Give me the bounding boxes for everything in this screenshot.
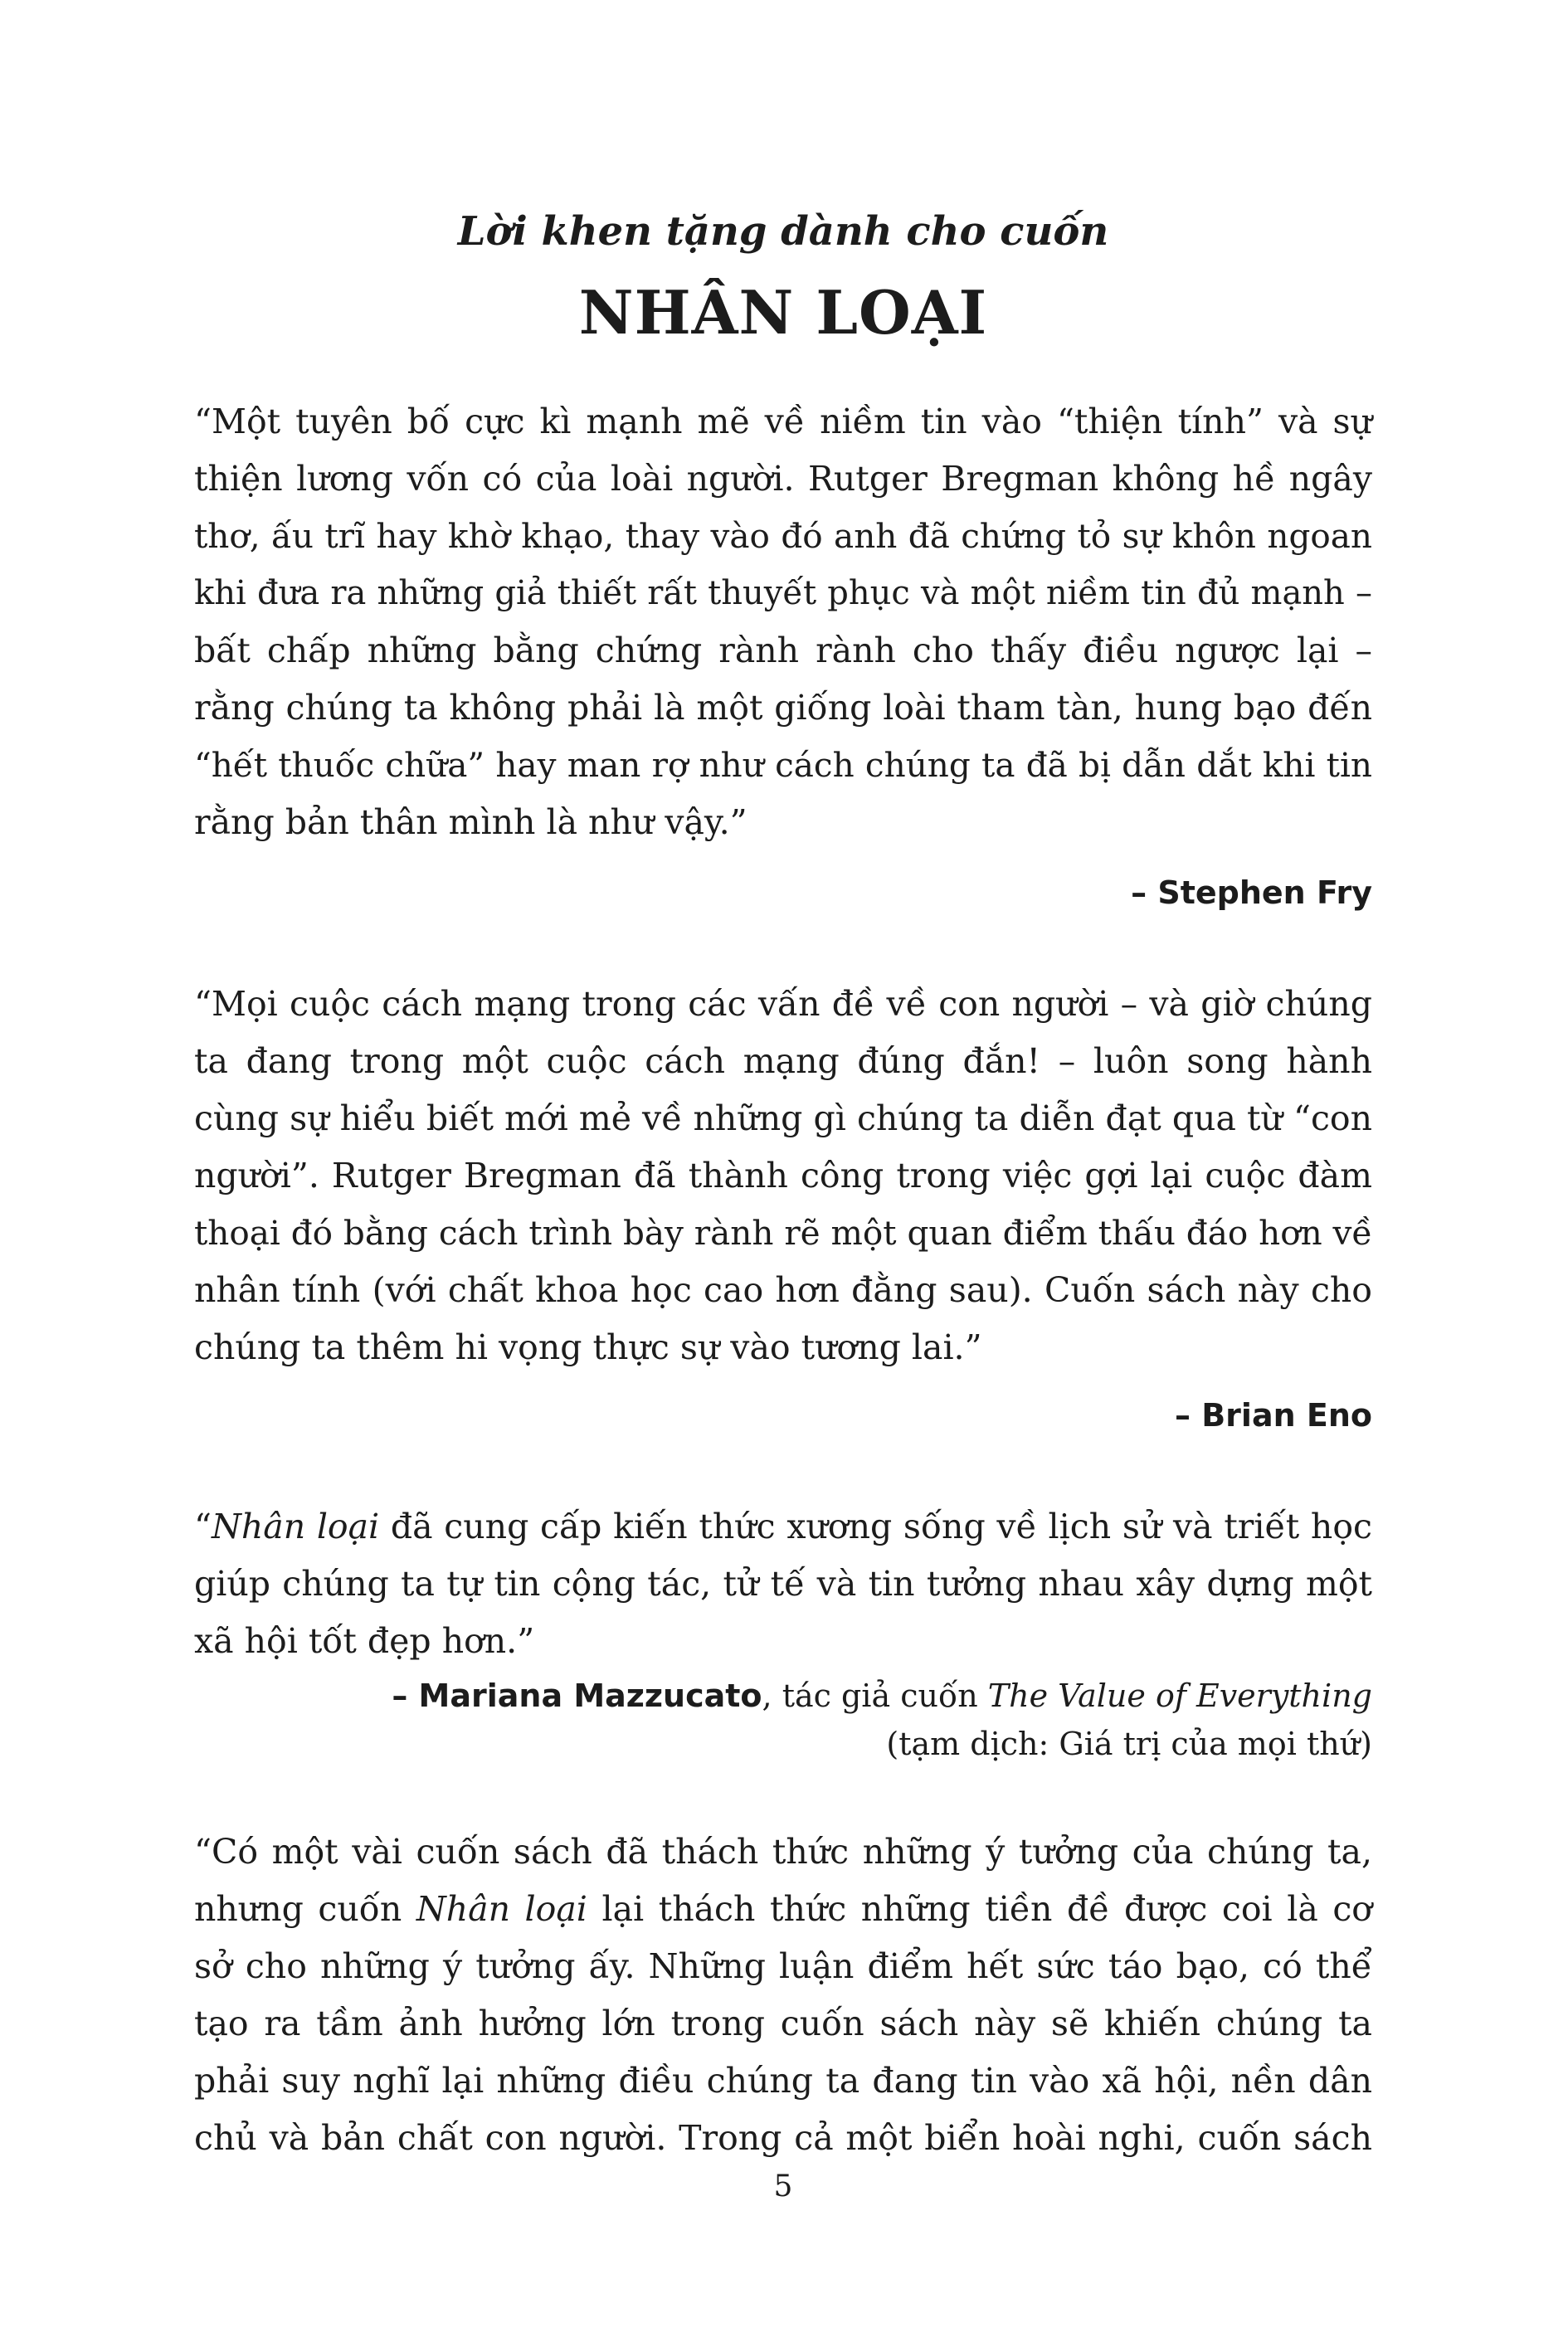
quote-text: lại thách thức những tiền đề được coi là cơ [587, 1889, 1372, 1929]
quote-line: rằng bản thân mình là như vậy.” [194, 802, 747, 842]
quote-line [194, 1881, 1372, 1938]
quote-unattributed [194, 1824, 1372, 2167]
author-name: – Stephen Fry [1131, 874, 1372, 911]
book-title-inline: Nhân loại [416, 1889, 587, 1929]
quote-text: đã cung cấp kiến thức xương sống về lịch sử và triết học [379, 1507, 1372, 1546]
quote-line: khi đưa ra những giả thiết rất thuyết phục và một niềm tin đủ mạnh – [194, 574, 1372, 612]
author-suffix: , tác giả cuốn [762, 1678, 988, 1714]
quote-line: rằng chúng ta không phải là một giống loài tham tàn, hung bạo đến [194, 688, 1372, 728]
author-name: – Mariana Mazzucato [392, 1678, 762, 1714]
quote-line: nhân tính (với chất khoa học cao hơn đằng sau). Cuốn sách này cho [194, 1270, 1372, 1310]
quote-line: người”. Rutger Bregman đã thành công trong việc gợi lại cuộc đàm [194, 1156, 1372, 1195]
author-name: – Brian Eno [1174, 1397, 1372, 1434]
quote-author [194, 1674, 1372, 1717]
quote-line: “hết thuốc chữa” hay man rợ như cách chúng ta đã bị dẫn dắt khi tin [194, 745, 1372, 785]
quote-line: thoại đó bằng cách trình bày rành rẽ một quan điểm thấu đáo hơn về [194, 1213, 1373, 1253]
open-quote: “ [194, 1507, 212, 1546]
quote-author [194, 1394, 1372, 1437]
book-title: NHÂN LOẠI [578, 277, 988, 348]
quote-line: ta đang trong một cuộc cách mạng đúng đắn! – luôn song hành [194, 1041, 1372, 1081]
quote-line: chủ và bản chất con người. Trong cả một biển hoài nghi, cuốn sách [194, 2118, 1372, 2158]
quote-line: thiện lương vốn có của loài người. Rutger Bregman không hề ngây [194, 459, 1372, 499]
book-page [194, 0, 1372, 2352]
quote-line: sở cho những ý tưởng ấy. Những luận điểm hết sức táo bạo, có thể [194, 1946, 1372, 1986]
quote-line: chúng ta thêm hi vọng thực sự vào tương lai.” [194, 1327, 982, 1367]
quote-line: giúp chúng ta tự tin cộng tác, tử tế và tin tưởng nhau xây dựng một [194, 1564, 1372, 1604]
quote-line: thơ, ấu trĩ hay khờ khạo, thay vào đó anh đã chứng tỏ sự khôn ngoan [194, 516, 1372, 556]
quote-line: “Một tuyên bố cực kì mạnh mẽ về niềm tin vào “thiện tính” và sự [194, 402, 1372, 441]
quote-line: bất chấp những bằng chứng rành rành cho thấy điều ngược lại – [194, 631, 1372, 670]
quote-mariana-mazzucato [194, 1498, 1372, 1670]
quote-text: nhưng cuốn [194, 1889, 416, 1929]
book-title-inline: Nhân loại [211, 1507, 380, 1546]
quote-brian-eno [194, 976, 1372, 1376]
author-book-title: The Value of Everything [987, 1678, 1372, 1714]
quote-stephen-fry [194, 393, 1372, 851]
quote-line [194, 1498, 1372, 1556]
quote-line: “Có một vài cuốn sách đã thách thức những ý tưởng của chúng ta, [194, 1832, 1372, 1872]
quote-line: cùng sự hiểu biết mới mẻ về những gì chúng ta diễn đạt qua từ “con [194, 1098, 1372, 1138]
section-subtitle: Lời khen tặng dành cho cuốn [457, 208, 1109, 255]
author-book-note: (tạm dịch: Giá trị của mọi thứ) [886, 1726, 1372, 1762]
quote-line: “Mọi cuộc cách mạng trong các vấn đề về con người – và giờ chúng [194, 984, 1372, 1024]
quote-line: tạo ra tầm ảnh hưởng lớn trong cuốn sách này sẽ khiến chúng ta [194, 2004, 1372, 2043]
quote-line: xã hội tốt đẹp hơn.” [194, 1621, 535, 1661]
quote-line: phải suy nghĩ lại những điều chúng ta đang tin vào xã hội, nền dân [194, 2061, 1372, 2101]
quote-author [194, 871, 1372, 914]
page-number: 5 [773, 2169, 793, 2203]
